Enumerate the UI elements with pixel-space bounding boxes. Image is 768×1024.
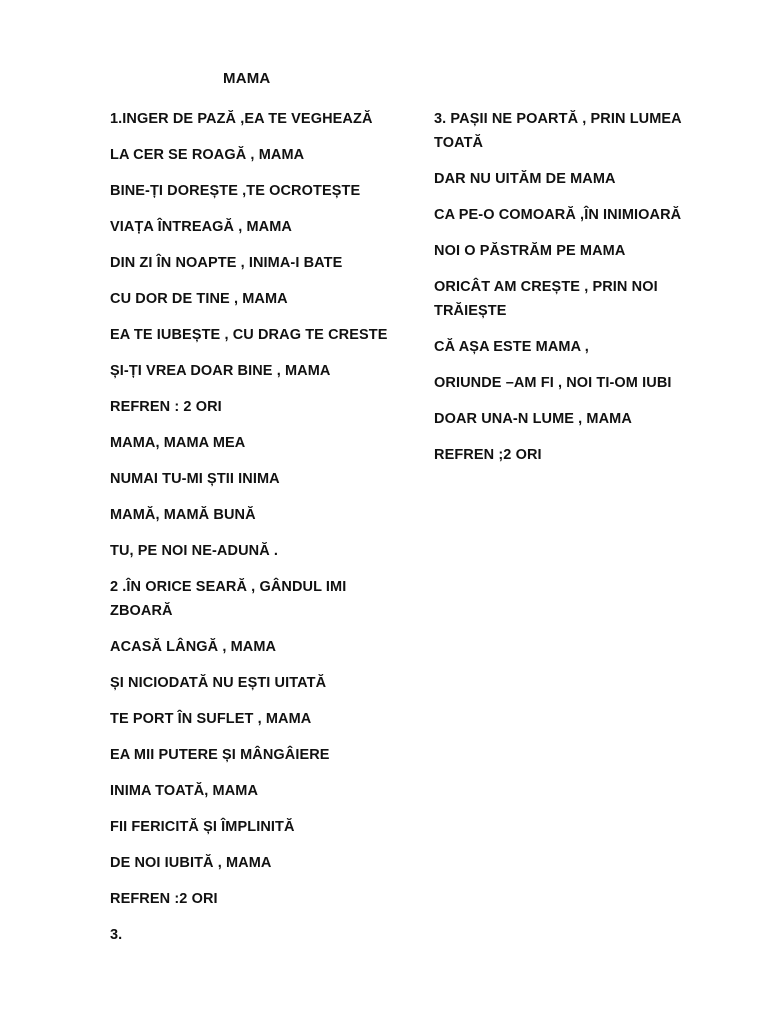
lyric-line: INIMA TOATĂ, MAMA	[110, 783, 259, 799]
lyric-line: EA TE IUBEȘTE , CU DRAG TE CRESTE	[110, 327, 388, 343]
lyric-line: 2 .ÎN ORICE SEARĂ , GÂNDUL IMI ZBOARĂ	[110, 579, 347, 619]
lyric-line: 3. PAȘII NE POARTĂ , PRIN LUMEA TOATĂ	[434, 111, 682, 151]
lyric-line: DIN ZI ÎN NOAPTE , INIMA-I BATE	[110, 255, 343, 271]
lyric-line: TU, PE NOI NE-ADUNĂ .	[110, 543, 279, 559]
lyric-line: ȘI-ȚI VREA DOAR BINE , MAMA	[110, 363, 331, 379]
left-column	[110, 107, 410, 959]
lyric-line: NOI O PĂSTRĂM PE MAMA	[434, 243, 626, 259]
lyric-line: VIAȚA ÎNTREAGĂ , MAMA	[110, 219, 292, 235]
lyric-line: BINE-ȚI DOREȘTE ,TE OCROTEȘTE	[110, 183, 361, 199]
lyric-line: LA CER SE ROAGĂ , MAMA	[110, 147, 305, 163]
lyric-line: DOAR UNA-N LUME , MAMA	[434, 411, 632, 427]
lyric-line: ORIUNDE –AM FI , NOI TI-OM IUBI	[434, 375, 672, 391]
lyric-line: ORICÂT AM CREȘTE , PRIN NOI TRĂIEȘTE	[434, 279, 658, 319]
lyric-line: CA PE-O COMOARĂ ,ÎN INIMIOARĂ	[434, 207, 682, 223]
right-column	[434, 107, 734, 479]
verse-number: 3.	[110, 927, 123, 943]
lyric-line: ACASĂ LÂNGĂ , MAMA	[110, 639, 277, 655]
lyric-line: MAMA, MAMA MEA	[110, 435, 246, 451]
lyric-line: ȘI NICIODATĂ NU EȘTI UITATĂ	[110, 675, 327, 691]
lyric-line: CĂ AȘA ESTE MAMA ,	[434, 339, 589, 355]
lyric-line: MAMĂ, MAMĂ BUNĂ	[110, 507, 256, 523]
lyric-line: DE NOI IUBITĂ , MAMA	[110, 855, 272, 871]
lyric-line: EA MII PUTERE ȘI MÂNGÂIERE	[110, 747, 330, 763]
lyric-line: FII FERICITĂ ȘI ÎMPLINITĂ	[110, 819, 295, 835]
lyric-line: DAR NU UITĂM DE MAMA	[434, 171, 616, 187]
refrain-label: REFREN :2 ORI	[110, 891, 218, 907]
lyric-line: 1.INGER DE PAZĂ ,EA TE VEGHEAZĂ	[110, 111, 373, 127]
lyric-line: NUMAI TU-MI ȘTII INIMA	[110, 471, 280, 487]
refrain-label: REFREN ;2 ORI	[434, 447, 542, 463]
refrain-label: REFREN : 2 ORI	[110, 399, 222, 415]
page-title: MAMA	[223, 70, 271, 87]
lyric-line: CU DOR DE TINE , MAMA	[110, 291, 288, 307]
lyric-line: TE PORT ÎN SUFLET , MAMA	[110, 711, 312, 727]
